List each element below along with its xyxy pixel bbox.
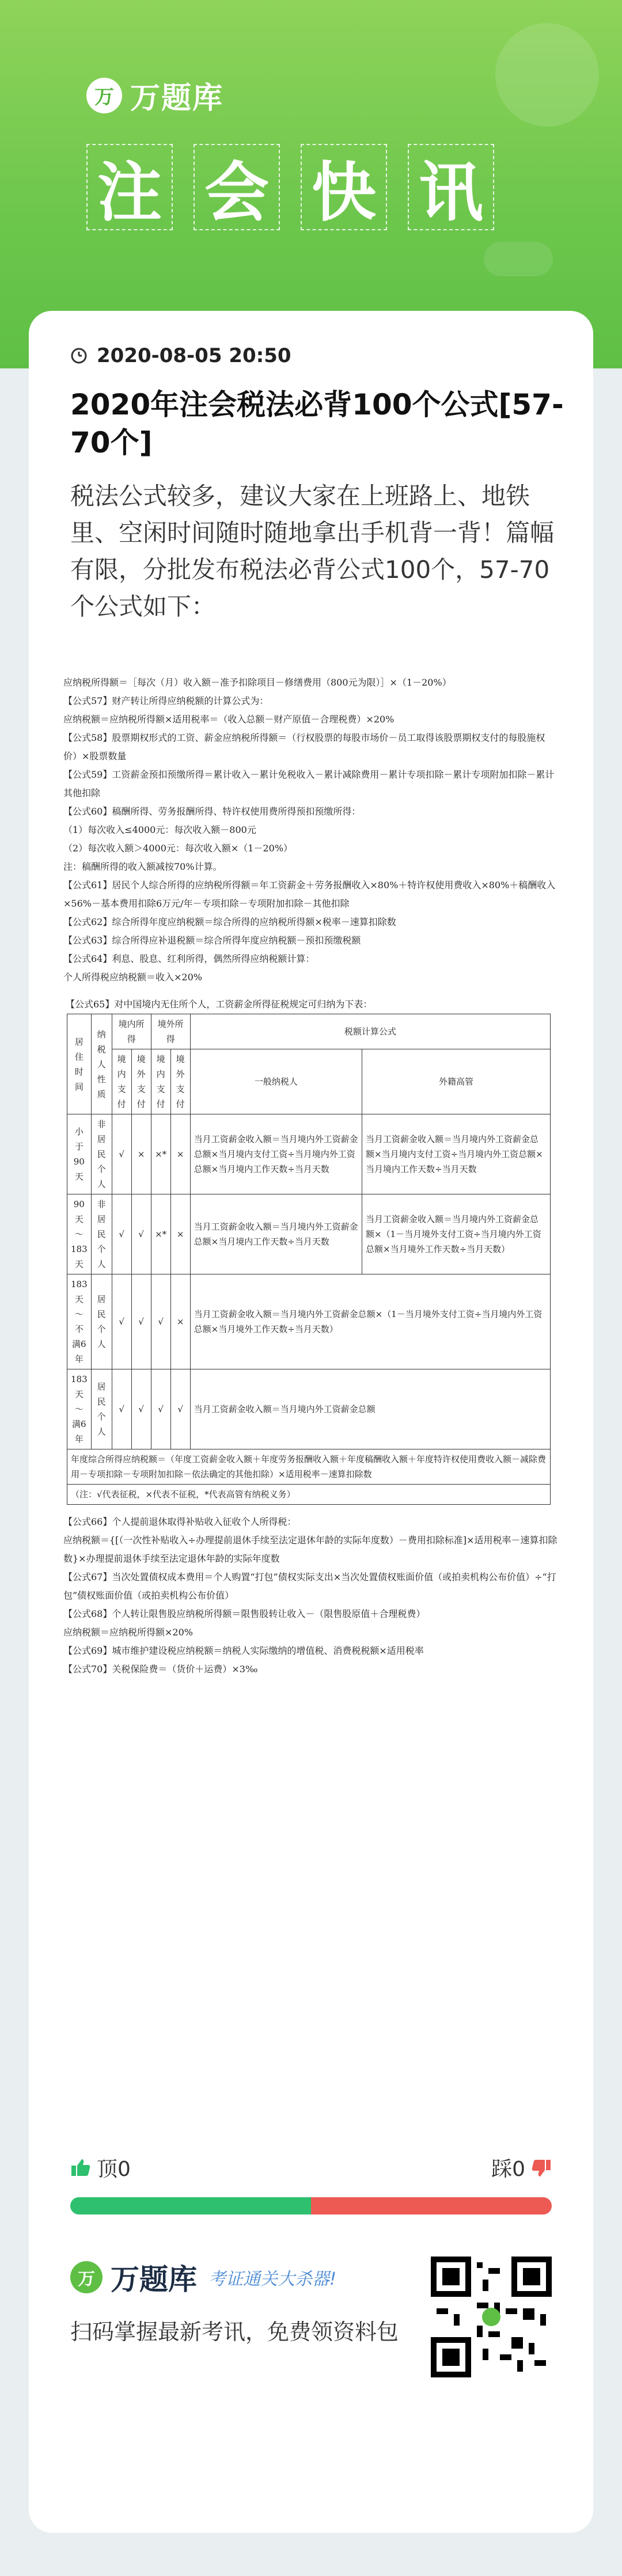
table-header: 税额计算公式 (190, 1014, 550, 1049)
title-char: 讯 (408, 144, 494, 230)
table-cell: √ (112, 1369, 131, 1449)
article-card (29, 311, 593, 2533)
formula-line: 【公式62】综合所得年度应纳税额＝综合所得的应纳税所得额×税率－速算扣除数 (63, 916, 396, 927)
table-row (67, 1114, 551, 1194)
banner-title (86, 144, 494, 230)
table-cell: 当月工资薪金收入额＝当月境内外工资薪金总额×当月境内支付工资÷当月境内外工资总额×当月境内工作天数÷当月天数 (362, 1114, 551, 1194)
table-cell: √ (112, 1114, 131, 1194)
date-text: 2020-08-05 20:50 (97, 344, 291, 367)
formula-line: 【公式60】稿酬所得、劳务报酬所得、特许权使用费所得预扣预缴所得： (63, 806, 361, 817)
table-cell: 非居民个人 (91, 1114, 112, 1194)
table-header: 居住时间 (67, 1014, 92, 1114)
table-cell: 183天～不满6年 (67, 1274, 92, 1369)
publish-date (70, 344, 291, 367)
table-header: 境内支付 (151, 1049, 170, 1114)
footer-brand: 万题库 (111, 2263, 197, 2296)
table-cell: √ (131, 1274, 151, 1369)
table-cell: 90天～183天 (67, 1194, 92, 1274)
formula-line: 【公式67】当次处置债权成本费用＝个人购置“打包”债权实际支出×当次处置债权账面价值（或拍卖机构公布价值）÷“打包”债权账面价值（或拍卖机构公布价值） (63, 1572, 556, 1601)
article-intro: 税法公式较多，建议大家在上班路上、地铁里、空闲时间随时随地拿出手机背一背！篇幅有限，分批发布税法必背公式100个，57-70个公式如下： (70, 482, 555, 621)
table-cell: √ (112, 1194, 131, 1274)
formula-line: 应纳税所得额＝［每次（月）收入额－准予扣除项目－修缮费用（800元为限）］×（1－20%） (63, 677, 452, 688)
formula-line: 【公式57】财产转让所得应纳税额的计算公式为： (63, 695, 269, 706)
formula-line: 【公式68】个人转让限售股应纳税所得额＝限售股转让收入－（限售股原值＋合理税费） (63, 1608, 426, 1619)
table-cell: × (170, 1274, 190, 1369)
vote-bar-up (70, 2197, 311, 2214)
vote-section (70, 2153, 552, 2214)
formula-line: 应纳税额＝应纳税所得额×20% (63, 1627, 193, 1638)
decor-circle (495, 23, 599, 127)
table-cell: 居民个人 (91, 1274, 112, 1369)
formula-line: 【公式64】利息、股息、红利所得，偶然所得应纳税额计算： (63, 953, 315, 964)
table-cell: √ (131, 1369, 151, 1449)
table-row (67, 1194, 551, 1274)
table-cell: √ (131, 1194, 151, 1274)
clock-icon (70, 347, 88, 364)
formula-line: 应纳税额＝{[（一次性补贴收入÷办理提前退休手续至法定退休年龄的实际年度数）－费用扣除标准]×适用税率－速算扣除数}×办理提前退休手续至法定退休年龄的实际年度数 (63, 1535, 557, 1564)
table-cell: √ (112, 1274, 131, 1369)
footer-slogan: 考证通关大杀器! (208, 2269, 337, 2289)
qr-code-icon[interactable] (431, 2257, 552, 2377)
table-header: 纳税人性质 (91, 1014, 112, 1114)
promo-footer (70, 2257, 552, 2441)
vote-bar-down (311, 2197, 552, 2214)
table-cell: 183天～满6年 (67, 1369, 92, 1449)
title-char: 会 (194, 144, 280, 230)
title-char: 注 (86, 144, 173, 230)
tax-table (67, 1014, 551, 1505)
logo-mark-icon: 万 (86, 78, 122, 113)
table-note: 年度综合所得应纳税额＝（年度工资薪金收入额＋年度劳务报酬收入额＋年度稿酬收入额＋年度特许权使用费收入额－减除费用－专项扣除－专项附加扣除－依法确定的其他扣除）×适用税率－速算扣除数 (67, 1449, 551, 1485)
table-cell: ×* (151, 1114, 170, 1194)
logo-mark-icon: 万 (70, 2261, 103, 2293)
formula-line: 【公式61】居民个人综合所得的应纳税所得额＝年工资薪金＋劳务报酬收入×80%＋特许权使用费收入×80%＋稿酬收入×56%－基本费用扣除6万元/年－专项扣除－专项附加扣除－其他扣除 (63, 880, 556, 909)
table-caption: 【公式65】对中国境内无住所个人，工资薪金所得征税规定可归纳为下表： (66, 999, 373, 1010)
title-char: 快 (301, 144, 387, 230)
article-title: 2020年注会税法必背100个公式[57-70个] (70, 388, 564, 459)
table-row (67, 1369, 551, 1449)
table-cell: × (170, 1194, 190, 1274)
formula-line: 【公式69】城市维护建设税应纳税额＝纳税人实际缴纳的增值税、消费税税额×适用税率 (63, 1645, 424, 1656)
header-logo (86, 74, 223, 117)
table-header: 境内所得 (112, 1014, 151, 1049)
table-legend: （注：√代表征税，×代表不征税，*代表高管有纳税义务） (67, 1485, 551, 1505)
formula-line: 注：稿酬所得的收入额减按70%计算。 (63, 861, 222, 872)
table-header: 境外所得 (151, 1014, 190, 1049)
formula-line: 应纳税额＝应纳税所得额×适用税率＝（收入总额－财产原值－合理税费）×20% (63, 714, 395, 725)
table-cell: √ (151, 1274, 170, 1369)
thumbs-up-icon (70, 2158, 91, 2178)
table-cell: 非居民个人 (91, 1194, 112, 1274)
table-header: 外籍高管 (362, 1049, 551, 1114)
formula-line: 【公式58】股票期权形式的工资、薪金应纳税所得额＝（行权股票的每股市场价－员工取得该股票期权支付的每股施权价）×股票数量 (63, 732, 545, 762)
formula-line: 【公式63】综合所得应补退税额＝综合所得年度应纳税额－预扣预缴税额 (63, 935, 361, 946)
table-cell: √ (151, 1369, 170, 1449)
formula-line: 个人所得税应纳税额＝收入×20% (63, 972, 202, 983)
formula-line: 【公式59】工资薪金预扣预缴所得＝累计收入－累计免税收入－累计减除费用－累计专项扣除－累计专项附加扣除－累计其他扣除 (63, 769, 555, 798)
formula-line: 【公式70】关税保险费＝（货价＋运费）×3‰ (63, 1664, 258, 1675)
downvote-button[interactable] (491, 2153, 552, 2182)
formula-line: （2）每次收入额＞4000元：每次收入额×（1－20%） (63, 843, 293, 854)
formula-list-bottom (63, 1513, 559, 1679)
table-header: 境内支付 (112, 1049, 131, 1114)
table-cell: ×* (151, 1194, 170, 1274)
footer-caption: 扫码掌握最新考讯，免费领资料包 (70, 2319, 399, 2345)
brand-name: 万题库 (130, 81, 224, 116)
vote-ratio-bar (70, 2197, 552, 2214)
formula-line: 【公式66】个人提前退休取得补贴收入征收个人所得税： (63, 1516, 297, 1527)
table-cell: 小于90天 (67, 1114, 92, 1194)
table-header: 境外支付 (131, 1049, 151, 1114)
table-cell: 当月工资薪金收入额＝当月境内外工资薪金总额×（1－当月境外支付工资÷当月境内外工资总额×当月境外工作天数÷当月天数） (190, 1274, 550, 1369)
upvote-label: 顶0 (97, 2158, 131, 2181)
table-row (67, 1274, 551, 1369)
table-cell: 当月工资薪金收入额＝当月境内外工资薪金总额×（1－当月境外支付工资÷当月境内外工资总额×当月境外工作天数÷当月天数） (362, 1194, 551, 1274)
downvote-label: 踩0 (491, 2158, 525, 2181)
formula-document (63, 674, 559, 1679)
thumbs-down-icon (531, 2158, 552, 2178)
upvote-button[interactable] (70, 2153, 131, 2182)
decor-cloud (484, 242, 553, 276)
table-cell: 当月工资薪金收入额＝当月境内外工资薪金总额×当月境内工作天数÷当月天数 (190, 1194, 362, 1274)
formula-list-top (63, 674, 559, 987)
table-header: 一般纳税人 (190, 1049, 362, 1114)
table-cell: 当月工资薪金收入额＝当月境内外工资薪金总额 (190, 1369, 550, 1449)
table-cell: × (170, 1114, 190, 1194)
table-cell: √ (170, 1369, 190, 1449)
table-cell: 居民个人 (91, 1369, 112, 1449)
table-cell: 当月工资薪金收入额＝当月境内外工资薪金总额×当月境内支付工资÷当月境内外工资总额×当月境内工作天数÷当月天数 (190, 1114, 362, 1194)
formula-line: （1）每次收入≤4000元：每次收入额－800元 (63, 824, 256, 835)
table-header: 境外支付 (170, 1049, 190, 1114)
table-cell: × (131, 1114, 151, 1194)
